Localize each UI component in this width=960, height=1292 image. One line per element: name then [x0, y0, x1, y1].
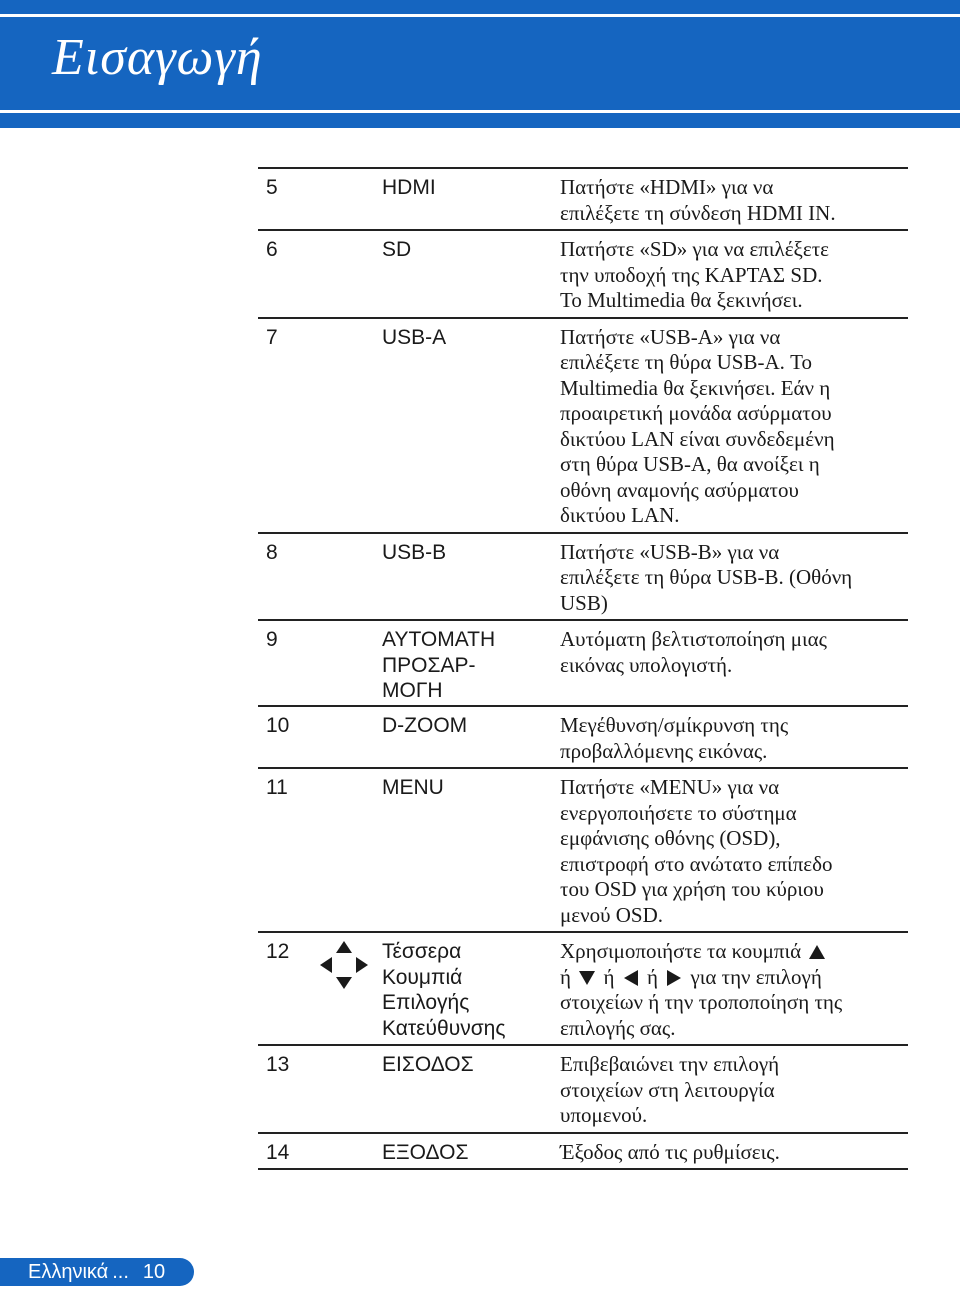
table-row [258, 933, 908, 1046]
row-number: 11 [266, 776, 288, 799]
table-row [258, 707, 908, 769]
key-description: Μεγέθυνση/σμίκρυνση της προβαλλόμενης εικόνας. [560, 713, 789, 763]
four-direction-arrows-icon [316, 937, 372, 993]
table-row [258, 621, 908, 707]
header-stripe [0, 110, 960, 113]
key-description: Πατήστε «USB-B» για να επιλέξετε τη θύρα USB-B. (Οθόνη USB) [560, 539, 853, 615]
table-row [258, 534, 908, 622]
key-name: ΕΙΣΟΔΟΣ [382, 1053, 474, 1076]
right-arrow-icon [666, 970, 682, 986]
key-description: Πατήστε «MENU» για να ενεργοποιήσετε το σύστημα εμφάνισης οθόνης (OSD), επιστροφή στο ανώτατο επίπεδο του OSD για χρήση του κύριου μενού OSD. [560, 775, 833, 927]
key-name: Τέσσερα Κουμπιά Επιλογής Κατεύθυνσης [382, 940, 506, 1040]
key-description: Χρησιμοποιήστε τα κουμπιά ή ή ή για την επιλογή στοιχείων ή την τροποποίηση της επιλογής σας. [560, 939, 843, 1040]
table-row [258, 231, 908, 319]
table-row [258, 1134, 908, 1169]
header-band [0, 0, 960, 128]
table-row [258, 1046, 908, 1134]
row-number: 12 [266, 940, 290, 963]
key-name: USB-B [382, 540, 447, 564]
key-description: Πατήστε «USB-A» για να επιλέξετε τη θύρα USB-A. Το Multimedia θα ξεκινήσει. Εάν η προαιρετική μονάδα ασύρματου δικτύου LAN είναι συνδεδεμένη στη θύρα USB-A, θα ανοίξει η οθόνη αναμονής ασύρματου δικτύου LAN. [560, 324, 835, 527]
key-name: ΑΥΤΟΜΑΤΗ ΠΡΟΣΑΡ- ΜΟΓΗ [382, 628, 496, 702]
key-description: Αυτόματη βελτιστοποίηση μιας εικόνας υπολογιστή. [560, 627, 827, 677]
key-name: MENU [382, 776, 444, 799]
key-name: HDMI [382, 176, 436, 199]
separator: ... [112, 1260, 129, 1283]
down-arrow-icon [579, 970, 595, 986]
key-table [258, 167, 908, 1170]
table-row [258, 769, 908, 933]
row-number: 14 [266, 1140, 290, 1164]
key-description: Έξοδος από τις ρυθμίσεις. [560, 1139, 780, 1164]
header-stripe [0, 14, 960, 17]
language-label: Ελληνικά [28, 1260, 109, 1283]
row-number: 8 [266, 540, 278, 564]
page-footer-tab [0, 1258, 194, 1286]
up-arrow-icon [809, 944, 825, 960]
row-number: 7 [266, 325, 278, 349]
row-number: 10 [266, 714, 290, 737]
row-number: 6 [266, 238, 278, 261]
page-number: 10 [142, 1260, 166, 1283]
key-name: ΕΞΟΔΟΣ [382, 1140, 469, 1164]
key-name: USB-A [382, 325, 447, 349]
row-number: 13 [266, 1053, 290, 1076]
row-number: 5 [266, 176, 278, 199]
page-title: Εισαγωγή [52, 29, 263, 86]
key-description: Πατήστε «SD» για να επιλέξετε την υποδοχή της ΚΑΡΤΑΣ SD. Το Multimedia θα ξεκινήσει. [560, 237, 829, 312]
left-arrow-icon [623, 970, 639, 986]
key-name: SD [382, 238, 412, 261]
row-number: 9 [266, 628, 278, 651]
table-row [258, 169, 908, 231]
key-description: Πατήστε «HDMI» για να επιλέξετε τη σύνδεση HDMI IN. [560, 175, 836, 225]
key-name: D-ZOOM [382, 714, 468, 737]
table-row [258, 319, 908, 534]
key-description: Επιβεβαιώνει την επιλογή στοιχείων στη λειτουργία υπομενού. [560, 1052, 780, 1127]
